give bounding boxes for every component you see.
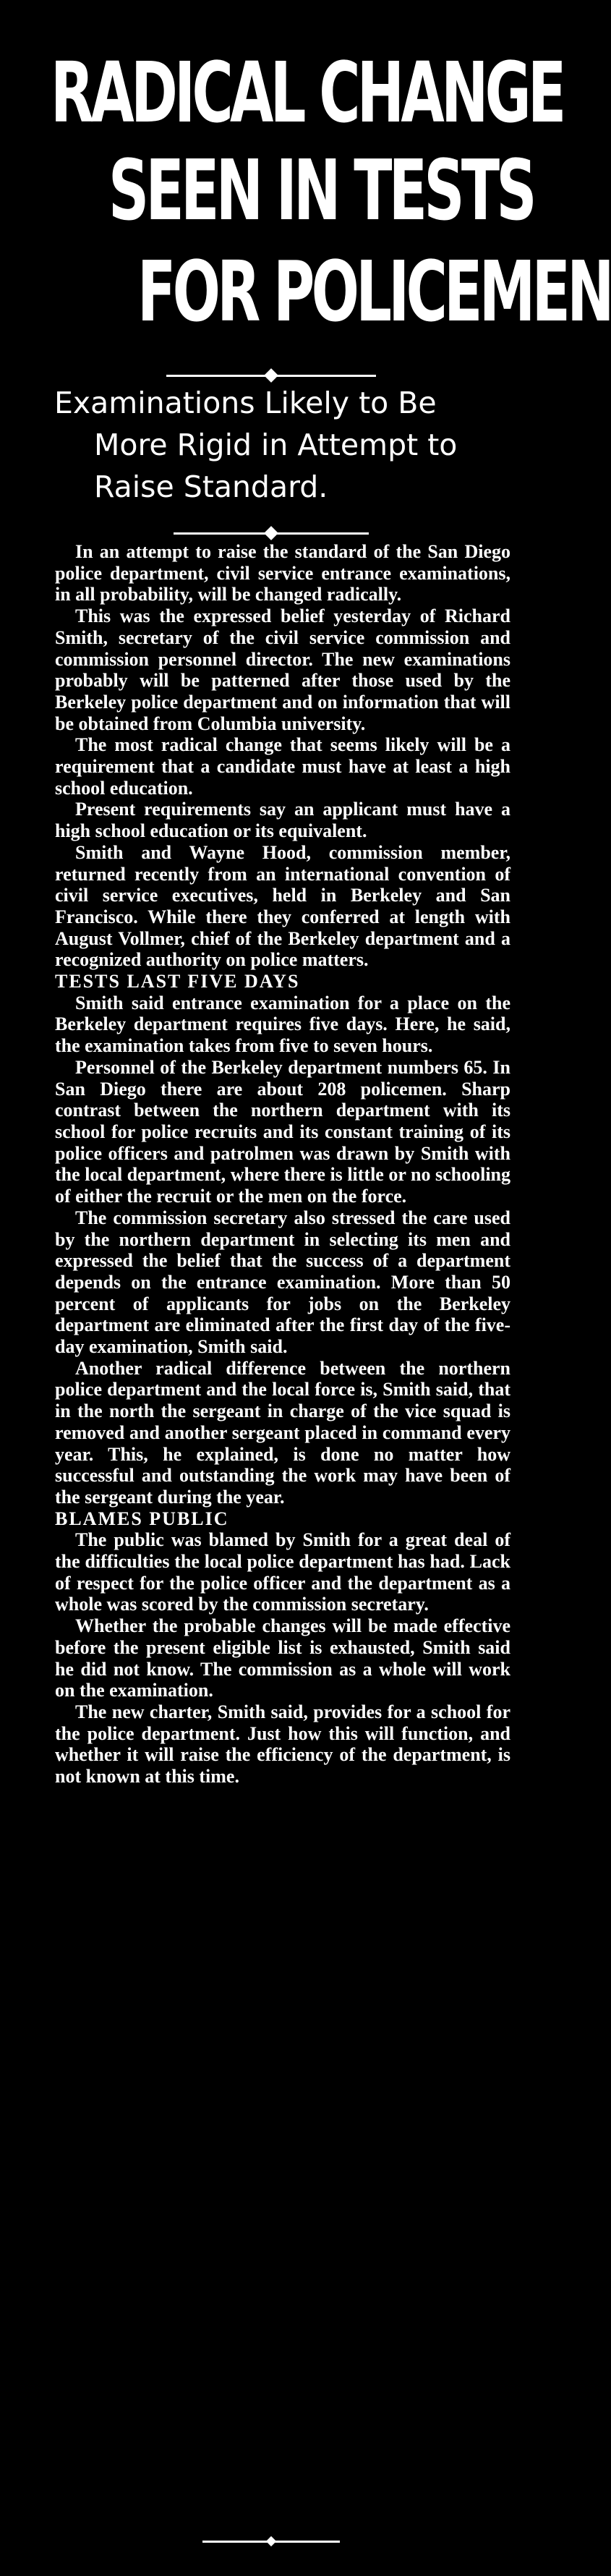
section-subhead: BLAMES PUBLIC <box>55 1508 229 1529</box>
article-body <box>55 541 510 1788</box>
article-paragraph: Whether the probable changes will be made effective before the present eligible list is exhausted, Smith said he did not know. The commission as a whole will work on the examination. <box>55 1615 510 1701</box>
article-paragraph: Another radical difference between the northern police department and the local force is, Smith said, that in the north the sergeant in charge of the vice squad is removed and another sergeant placed in command every year. This, he explained, is done no matter how successful and outstanding the work may have been of the sergeant during the year. <box>55 1357 510 1508</box>
end-rule <box>202 2541 340 2543</box>
article-paragraph: The new charter, Smith said, provides for a school for the police department. Just how this will function, and whether it will raise the efficiency of the department, is not known at this time. <box>55 1701 510 1788</box>
article-paragraph: The commission secretary also stressed the care used by the northern department in selecting its men and expressed the belief that the success of a department depends on the entrance examination. More than 50 percent of applicants for jobs on the Berkeley department are eliminated after the first day of the five-day examination, Smith said. <box>55 1207 510 1358</box>
article-paragraph: Present requirements say an applicant must have a high school education or its equivalent. <box>55 799 510 842</box>
article-paragraph: Personnel of the Berkeley department numbers 65. In San Diego there are about 208 policemen. Sharp contrast between the northern department with its school for police recruits and its constant training of its police officers and patrolmen was drawn by Smith with the local department, where there is little or no schooling of either the recruit or the men on the force. <box>55 1056 510 1207</box>
deck-line-1: Examinations Likely to Be <box>54 386 437 420</box>
headline-line-1: RADICAL CHANGE <box>51 44 563 142</box>
article-paragraph: This was the expressed belief yesterday of Richard Smith, secretary of the civil service commission and commission personnel director. The new examinations probably will be patterned after those used by the Berkeley police department and on information that will be obtained from Columbia university. <box>55 605 510 734</box>
divider-rule <box>174 532 369 535</box>
deck-line-2: More Rigid in Attempt to <box>94 428 458 462</box>
section-subhead: TESTS LAST FIVE DAYS <box>55 971 300 992</box>
article-paragraph: The public was blamed by Smith for a great deal of the difficulties the local police department has had. Lack of respect for the police officer and the department as a whole was scored by the commission secretary. <box>55 1529 510 1615</box>
article-paragraph: The most radical change that seems likely will be a requirement that a candidate must have at least a high school education. <box>55 734 510 799</box>
article-paragraph: In an attempt to raise the standard of the San Diego police department, civil service entrance examinations, in all probability, will be changed radically. <box>55 541 510 605</box>
article-paragraph: Smith and Wayne Hood, commission member, returned recently from an international convention of civil service executives, held in Berkeley and San Francisco. While there they conferred at length with August Vollmer, chief of the Berkeley department and a recognized authority on police matters. <box>55 841 510 971</box>
deck-line-3: Raise Standard. <box>94 469 328 504</box>
headline-line-2: SEEN IN TESTS <box>108 142 534 239</box>
diamond-ornament-icon <box>264 368 278 383</box>
diamond-ornament-icon <box>266 2536 276 2546</box>
diamond-ornament-icon <box>264 526 278 540</box>
article-paragraph: Smith said entrance examination for a place on the Berkeley department requires five days. Here, he said, the examination takes from five to seven hours. <box>55 992 510 1057</box>
headline-line-3: FOR POLICEMEN <box>137 243 611 341</box>
divider-rule <box>166 375 376 377</box>
